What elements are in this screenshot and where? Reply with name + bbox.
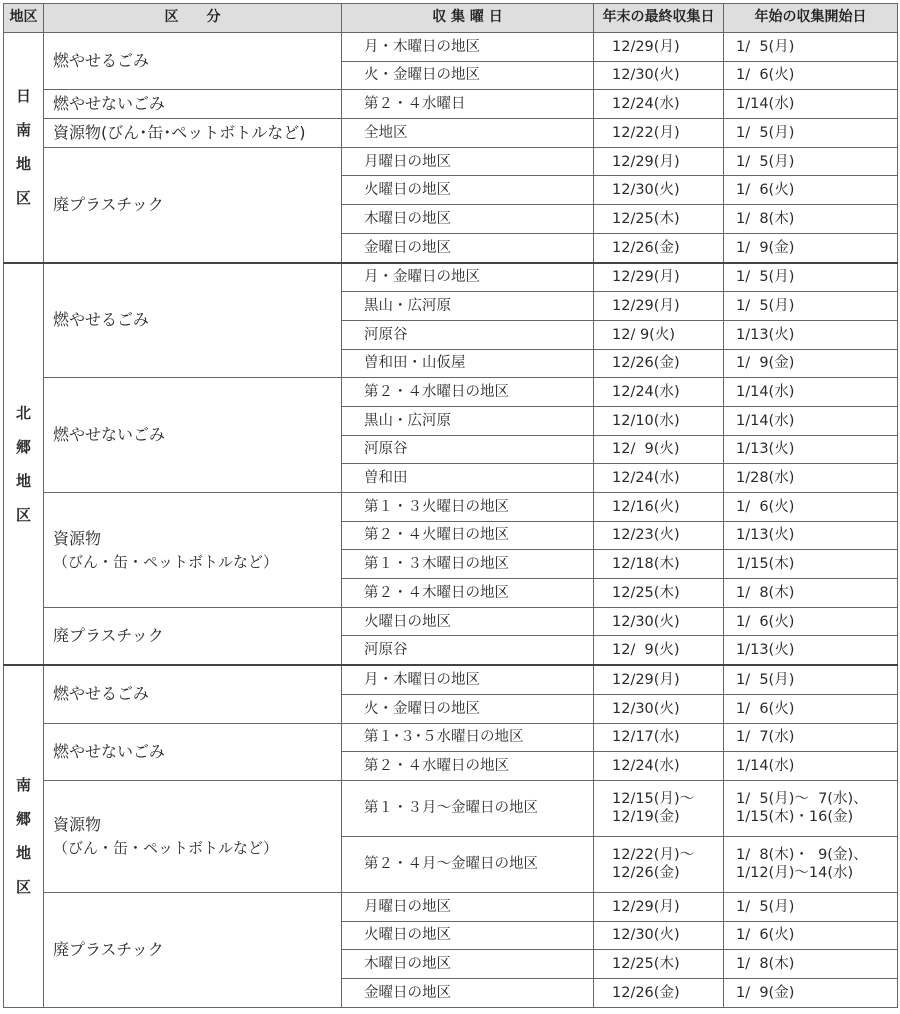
collection-area-cell: 河原谷 [342, 636, 594, 665]
collection-area-cell: 火・金曜日の地区 [342, 694, 594, 723]
category-cell [44, 723, 342, 780]
collection-area-cell: 第２・４木曜日の地区 [342, 579, 594, 608]
collection-area-cell: 黒山・広河原 [342, 406, 594, 435]
last-collection-date-cell: 12/29(月) [594, 147, 724, 176]
table-row [4, 147, 898, 176]
collection-area-cell: 第２・４水曜日の地区 [342, 752, 594, 781]
district-cell [4, 33, 44, 263]
category-cell [44, 263, 342, 378]
first-collection-date-cell: 1/ 5(月) [724, 147, 898, 176]
table-row [4, 90, 898, 119]
category-cell [44, 119, 342, 148]
category-sublabel: （びん・缶・ペットボトルなど） [53, 552, 279, 571]
collection-area-cell: 木曜日の地区 [342, 950, 594, 979]
last-collection-date-cell: 12/16(火) [594, 493, 724, 522]
category-cell [44, 493, 342, 608]
collection-area-cell: 河原谷 [342, 435, 594, 464]
first-collection-date-cell: 1/ 5(月) [724, 892, 898, 921]
header-row [4, 4, 898, 33]
last-collection-date-cell: 12/26(金) [594, 233, 724, 262]
collection-area-cell: 月曜日の地区 [342, 147, 594, 176]
first-collection-date-cell: 1/ 6(火) [724, 921, 898, 950]
district-cell [4, 263, 44, 666]
category-cell [44, 665, 342, 723]
collection-area-cell: 第２・４月～金曜日の地区 [342, 836, 594, 892]
first-collection-date-cell: 1/ 7(水) [724, 723, 898, 752]
first-collection-date-cell: 1/ 9(金) [724, 233, 898, 262]
category-label: 資源物 [53, 815, 102, 834]
table-row [4, 263, 898, 292]
first-collection-date-cell: 1/14(水) [724, 90, 898, 119]
last-collection-date-cell: 12/29(月) [594, 292, 724, 321]
last-collection-date-cell: 12/29(月) [594, 33, 724, 62]
last-collection-date-cell: 12/22(月) [594, 119, 724, 148]
first-collection-date-cell: 1/28(水) [724, 464, 898, 493]
last-collection-date-cell: 12/30(火) [594, 176, 724, 205]
collection-area-cell: 河原谷 [342, 320, 594, 349]
collection-area-cell: 曽和田・山仮屋 [342, 349, 594, 378]
last-collection-date-cell: 12/ 9(火) [594, 320, 724, 349]
header-district: 地区 [4, 4, 44, 33]
first-collection-date-cell: 1/ 6(火) [724, 61, 898, 90]
table-row [4, 378, 898, 407]
collection-area-cell: 月・金曜日の地区 [342, 263, 594, 292]
last-collection-date-cell: 12/24(水) [594, 752, 724, 781]
collection-area-cell: 第１・３月～金曜日の地区 [342, 780, 594, 836]
first-collection-date-cell: 1/ 8(木) [724, 950, 898, 979]
last-collection-date-cell: 12/17(水) [594, 723, 724, 752]
table-row [4, 723, 898, 752]
first-collection-date-cell: 1/ 5(月) [724, 665, 898, 694]
first-collection-date-cell: 1/14(水) [724, 406, 898, 435]
district-label: 南郷地区 [15, 776, 31, 897]
last-collection-date-cell: 12/25(木) [594, 205, 724, 234]
category-label: 燃やせるごみ [53, 310, 150, 330]
collection-area-cell: 金曜日の地区 [342, 978, 594, 1007]
category-label: 廃プラスチック [53, 939, 164, 959]
category-sublabel: （びん・缶・ペットボトルなど） [53, 839, 279, 857]
collection-area-cell: 第１・３火曜日の地区 [342, 493, 594, 522]
collection-area-cell: 第２・４水曜日の地区 [342, 378, 594, 407]
last-collection-date-cell: 12/10(水) [594, 406, 724, 435]
last-collection-date-cell: 12/25(木) [594, 950, 724, 979]
last-collection-date-cell: 12/ 9(火) [594, 636, 724, 665]
first-collection-date-cell: 1/ 9(金) [724, 349, 898, 378]
header-collection-day: 収 集 曜 日 [342, 4, 594, 33]
category-cell [44, 33, 342, 90]
header-first-collection: 年始の収集開始日 [724, 4, 898, 33]
last-collection-date-cell: 12/15(月)～ 12/19(金) [594, 780, 724, 836]
category-label: 燃やせないごみ [53, 425, 166, 445]
table-row [4, 892, 898, 921]
category-label: 燃やせるごみ [53, 684, 150, 704]
district-label: 北郷地区 [15, 403, 31, 524]
table-row [4, 493, 898, 522]
schedule-body [4, 33, 898, 1008]
category-label: 燃やせるごみ [53, 51, 150, 71]
category-label: 廃プラスチック [53, 194, 164, 214]
table-row [4, 33, 898, 62]
last-collection-date-cell: 12/29(月) [594, 263, 724, 292]
collection-area-cell: 第２・４火曜日の地区 [342, 521, 594, 550]
last-collection-date-cell: 12/23(火) [594, 521, 724, 550]
collection-area-cell: 火曜日の地区 [342, 176, 594, 205]
table-row [4, 665, 898, 694]
category-cell [44, 147, 342, 262]
first-collection-date-cell: 1/ 6(火) [724, 694, 898, 723]
last-collection-date-cell: 12/24(水) [594, 464, 724, 493]
category-label: 燃やせないごみ [53, 94, 166, 114]
table-row [4, 607, 898, 636]
first-collection-date-cell: 1/14(水) [724, 752, 898, 781]
first-collection-date-cell: 1/ 6(火) [724, 607, 898, 636]
last-collection-date-cell: 12/30(火) [594, 61, 724, 90]
first-collection-date-cell: 1/ 5(月) [724, 33, 898, 62]
first-collection-date-cell: 1/14(水) [724, 378, 898, 407]
collection-area-cell: 第１・３木曜日の地区 [342, 550, 594, 579]
last-collection-date-cell: 12/22(月)～ 12/26(金) [594, 836, 724, 892]
district-label: 日南地区 [15, 87, 31, 208]
collection-schedule-table [3, 3, 898, 1008]
category-cell [44, 607, 342, 665]
last-collection-date-cell: 12/29(月) [594, 892, 724, 921]
last-collection-date-cell: 12/18(木) [594, 550, 724, 579]
first-collection-date-cell: 1/15(木) [724, 550, 898, 579]
collection-area-cell: 黒山・広河原 [342, 292, 594, 321]
last-collection-date-cell: 12/30(火) [594, 607, 724, 636]
last-collection-date-cell: 12/25(木) [594, 579, 724, 608]
category-cell [44, 378, 342, 493]
header-last-collection: 年末の最終収集日 [594, 4, 724, 33]
first-collection-date-cell: 1/ 8(木) [724, 579, 898, 608]
last-collection-date-cell: 12/30(火) [594, 921, 724, 950]
district-cell [4, 665, 44, 1007]
last-collection-date-cell: 12/26(金) [594, 978, 724, 1007]
collection-area-cell: 第１･３･５水曜日の地区 [342, 723, 594, 752]
collection-area-cell: 火・金曜日の地区 [342, 61, 594, 90]
category-cell [44, 90, 342, 119]
collection-area-cell: 火曜日の地区 [342, 921, 594, 950]
last-collection-date-cell: 12/24(水) [594, 90, 724, 119]
collection-area-cell: 金曜日の地区 [342, 233, 594, 262]
first-collection-date-cell: 1/ 8(木) [724, 205, 898, 234]
table-row [4, 119, 898, 148]
schedule-table-wrapper [3, 3, 897, 1008]
first-collection-date-cell: 1/ 9(金) [724, 978, 898, 1007]
collection-area-cell: 曽和田 [342, 464, 594, 493]
collection-area-cell: 第２・４水曜日 [342, 90, 594, 119]
first-collection-date-cell: 1/13(火) [724, 636, 898, 665]
first-collection-date-cell: 1/ 8(木)・ 9(金)、 1/12(月)～14(水) [724, 836, 898, 892]
last-collection-date-cell: 12/ 9(火) [594, 435, 724, 464]
table-row [4, 780, 898, 836]
first-collection-date-cell: 1/13(火) [724, 435, 898, 464]
first-collection-date-cell: 1/13(火) [724, 320, 898, 349]
header-category: 区 分 [44, 4, 342, 33]
category-cell [44, 892, 342, 1007]
collection-area-cell: 木曜日の地区 [342, 205, 594, 234]
collection-area-cell: 月・木曜日の地区 [342, 665, 594, 694]
category-label: 資源物 [53, 528, 102, 548]
first-collection-date-cell: 1/13(火) [724, 521, 898, 550]
category-label: 燃やせないごみ [53, 741, 166, 761]
last-collection-date-cell: 12/29(月) [594, 665, 724, 694]
collection-area-cell: 月・木曜日の地区 [342, 33, 594, 62]
collection-area-cell: 全地区 [342, 119, 594, 148]
last-collection-date-cell: 12/24(水) [594, 378, 724, 407]
first-collection-date-cell: 1/ 5(月)～ 7(水)、 1/15(木)・16(金) [724, 780, 898, 836]
last-collection-date-cell: 12/30(火) [594, 694, 724, 723]
first-collection-date-cell: 1/ 5(月) [724, 292, 898, 321]
category-cell [44, 780, 342, 892]
first-collection-date-cell: 1/ 6(火) [724, 176, 898, 205]
first-collection-date-cell: 1/ 5(月) [724, 263, 898, 292]
collection-area-cell: 月曜日の地区 [342, 892, 594, 921]
category-label: 廃プラスチック [53, 625, 164, 645]
category-label: 資源物(びん･缶･ペットボトルなど) [53, 122, 306, 142]
collection-area-cell: 火曜日の地区 [342, 607, 594, 636]
first-collection-date-cell: 1/ 5(月) [724, 119, 898, 148]
last-collection-date-cell: 12/26(金) [594, 349, 724, 378]
first-collection-date-cell: 1/ 6(火) [724, 493, 898, 522]
